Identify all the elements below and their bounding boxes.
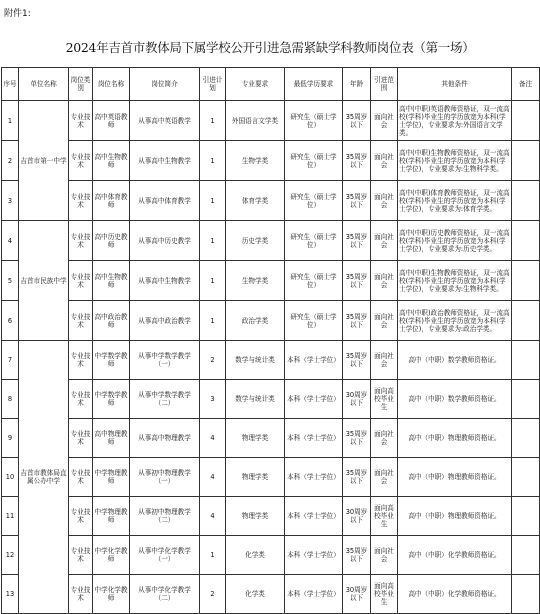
scope-cell: 面向社会	[371, 261, 398, 301]
note-cell	[512, 101, 540, 141]
category-cell: 专业技术	[69, 536, 93, 575]
brief-cell: 从事高中英语教学	[130, 101, 200, 141]
major-cell: 历史学类	[226, 221, 285, 261]
post-cell: 中学化学教师	[93, 575, 130, 614]
row-number-cell: 9	[2, 419, 19, 458]
brief-cell: 从事高中生物教学	[130, 261, 200, 301]
row-number-cell: 4	[2, 221, 19, 261]
scope-cell: 面向社会	[371, 101, 398, 141]
brief-cell: 从事中学化学教学（二）	[130, 575, 200, 614]
table-row	[2, 221, 540, 261]
scope-cell: 面向社会	[371, 221, 398, 261]
brief-cell: 从事中学数学教学（二）	[130, 380, 200, 419]
degree-cell: 研究生（硕士学位）	[285, 141, 343, 181]
header-cell: 序号	[2, 68, 19, 101]
degree-cell: 研究生（硕士学位）	[285, 261, 343, 301]
scope-cell: 面向社会	[371, 419, 398, 458]
row-number-cell: 6	[2, 301, 19, 341]
note-cell	[512, 221, 540, 261]
cond-cell: 高中(中职)体育教师资格证，双一流高校(学科)毕业生的学历放宽为本科(学士学位)，专业要求为:体育学类。	[398, 181, 512, 221]
category-cell: 专业技术	[69, 419, 93, 458]
row-number-cell: 12	[2, 536, 19, 575]
age-cell: 35周岁以下	[343, 261, 371, 301]
scope-cell: 面向社会	[371, 301, 398, 341]
header-cell: 岗位名称	[93, 68, 130, 101]
post-cell: 高中政治教师	[93, 301, 130, 341]
age-cell: 30周岁以下	[343, 497, 371, 536]
age-cell: 35周岁以下	[343, 458, 371, 497]
degree-cell: 本科（学士学位）	[285, 341, 343, 380]
age-cell: 30周岁以下	[343, 380, 371, 419]
brief-cell: 从事高中生物教学	[130, 141, 200, 181]
post-cell: 中学物理教师	[93, 497, 130, 536]
age-cell: 35周岁以下	[343, 341, 371, 380]
note-cell	[512, 497, 540, 536]
brief-cell: 从事中学数学教学（一）	[130, 341, 200, 380]
note-cell	[512, 419, 540, 458]
cond-cell: 高中(中职)政治教师资格证，双一流高校(学科)毕业生的学历放宽为本科(学士学位)，专业要求为:政治学类。	[398, 301, 512, 341]
brief-cell: 从事高中物理教学	[130, 419, 200, 458]
note-cell	[512, 341, 540, 380]
scope-cell: 面向社会	[371, 341, 398, 380]
table-row	[2, 419, 540, 458]
unit-name-cell: 吉首市民族中学	[19, 221, 69, 341]
row-number-cell: 5	[2, 261, 19, 301]
brief-cell: 从事高中政治教学	[130, 301, 200, 341]
plan-cell: 1	[200, 141, 226, 181]
unit-name-cell: 吉首市教体局直属公办中学	[19, 341, 69, 614]
major-cell: 外国语言文学类	[226, 101, 285, 141]
age-cell: 35周岁以下	[343, 141, 371, 181]
plan-cell: 3	[200, 380, 226, 419]
cond-cell: 高中（中职）物理教师资格证。	[398, 497, 512, 536]
note-cell	[512, 261, 540, 301]
scope-cell: 面向社会	[371, 141, 398, 181]
brief-cell: 从事高中历史教学	[130, 221, 200, 261]
header-row	[2, 68, 540, 101]
header-cell: 引进计划	[200, 68, 226, 101]
cond-cell: 高中（中职）化学教师资格证。	[398, 536, 512, 575]
table-row	[2, 261, 540, 301]
table-row	[2, 141, 540, 181]
post-cell: 中学化学教师	[93, 536, 130, 575]
cond-cell: 高中(中职)历史教师资格证，双一流高校(学科)毕业生的学历放宽为本科(学士学位)，专业要求为:历史学类。	[398, 221, 512, 261]
degree-cell: 本科（学士学位）	[285, 458, 343, 497]
plan-cell: 1	[200, 181, 226, 221]
degree-cell: 本科（学士学位）	[285, 419, 343, 458]
table-row	[2, 341, 540, 380]
category-cell: 专业技术	[69, 341, 93, 380]
note-cell	[512, 536, 540, 575]
brief-cell: 从事初中物理教学（一）	[130, 458, 200, 497]
major-cell: 数学与统计类	[226, 380, 285, 419]
category-cell: 专业技术	[69, 380, 93, 419]
major-cell: 生物学类	[226, 261, 285, 301]
category-cell: 专业技术	[69, 301, 93, 341]
degree-cell: 本科（学士学位）	[285, 536, 343, 575]
table-row	[2, 575, 540, 614]
major-cell: 数学与统计类	[226, 341, 285, 380]
brief-cell: 从事初中物理教学（二）	[130, 497, 200, 536]
plan-cell: 4	[200, 419, 226, 458]
header-cell: 其他条件	[398, 68, 512, 101]
header-cell: 专业要求	[226, 68, 285, 101]
cond-cell: 高中（中职）数学教师资格证。	[398, 341, 512, 380]
major-cell: 生物学类	[226, 141, 285, 181]
category-cell: 专业技术	[69, 497, 93, 536]
header-cell: 年龄	[343, 68, 371, 101]
note-cell	[512, 301, 540, 341]
category-cell: 专业技术	[69, 261, 93, 301]
header-cell: 岗位类别	[69, 68, 93, 101]
cond-cell: 高中(中职)生物教师资格证，双一流高校(学科)毕业生的学历放宽为本科(学士学位)，专业要求为:生物科学类。	[398, 141, 512, 181]
degree-cell: 本科（学士学位）	[285, 497, 343, 536]
plan-cell: 2	[200, 341, 226, 380]
row-number-cell: 1	[2, 101, 19, 141]
brief-cell: 从事中学化学教学（一）	[130, 536, 200, 575]
table-row	[2, 497, 540, 536]
category-cell: 专业技术	[69, 221, 93, 261]
major-cell: 物理学类	[226, 458, 285, 497]
cond-cell: 高中（中职）数学教师资格证。	[398, 380, 512, 419]
table-row	[2, 101, 540, 141]
header-cell: 岗位简介	[130, 68, 200, 101]
plan-cell: 4	[200, 458, 226, 497]
row-number-cell: 8	[2, 380, 19, 419]
degree-cell: 研究生（硕士学位）	[285, 101, 343, 141]
row-number-cell: 2	[2, 141, 19, 181]
plan-cell: 1	[200, 536, 226, 575]
attachment-label: 附件1:	[4, 9, 31, 19]
degree-cell: 本科（学士学位）	[285, 575, 343, 614]
row-number-cell: 10	[2, 458, 19, 497]
age-cell: 35周岁以下	[343, 419, 371, 458]
post-cell: 高中历史教师	[93, 221, 130, 261]
age-cell: 35周岁以下	[343, 301, 371, 341]
plan-cell: 1	[200, 261, 226, 301]
note-cell	[512, 380, 540, 419]
cond-cell: 高中(中职)生物教师资格证，双一流高校(学科)毕业生的学历放宽为本科(学士学位)，专业要求为:生物科学类。	[398, 261, 512, 301]
post-cell: 高中生物教师	[93, 261, 130, 301]
major-cell: 化学类	[226, 536, 285, 575]
major-cell: 政治学类	[226, 301, 285, 341]
degree-cell: 研究生（硕士学位）	[285, 181, 343, 221]
row-number-cell: 7	[2, 341, 19, 380]
note-cell	[512, 181, 540, 221]
scope-cell: 面向高校毕业生	[371, 497, 398, 536]
post-cell: 高中物理教师	[93, 419, 130, 458]
cond-cell: 高中（中职）化学教师资格证。	[398, 575, 512, 614]
category-cell: 专业技术	[69, 141, 93, 181]
category-cell: 专业技术	[69, 458, 93, 497]
age-cell: 35周岁以下	[343, 536, 371, 575]
post-cell: 中学数学教师	[93, 380, 130, 419]
plan-cell: 1	[200, 301, 226, 341]
scope-cell: 面向社会	[371, 458, 398, 497]
table-row	[2, 181, 540, 221]
major-cell: 体育学类	[226, 181, 285, 221]
post-cell: 高中英语教师	[93, 101, 130, 141]
post-cell: 中学物理教师	[93, 458, 130, 497]
unit-name-cell: 吉首市第一中学	[19, 101, 69, 221]
note-cell	[512, 458, 540, 497]
plan-cell: 1	[200, 101, 226, 141]
row-number-cell: 13	[2, 575, 19, 614]
positions-table	[1, 67, 540, 614]
category-cell: 专业技术	[69, 181, 93, 221]
note-cell	[512, 141, 540, 181]
age-cell: 35周岁以下	[343, 181, 371, 221]
table-row	[2, 301, 540, 341]
major-cell: 物理学类	[226, 419, 285, 458]
post-cell: 中学数学教师	[93, 341, 130, 380]
degree-cell: 研究生（硕士学位）	[285, 301, 343, 341]
table-body	[2, 101, 540, 614]
scope-cell: 面向社会	[371, 536, 398, 575]
major-cell: 物理学类	[226, 497, 285, 536]
plan-cell: 2	[200, 575, 226, 614]
header-cell: 引进范围	[371, 68, 398, 101]
table-row	[2, 458, 540, 497]
header-cell: 单位名称	[19, 68, 69, 101]
post-cell: 高中生物教师	[93, 141, 130, 181]
age-cell: 35周岁以下	[343, 101, 371, 141]
cond-cell: 高中(中职)英语教师资格证，双一流高校(学科)毕业生的学历放宽为本科(学士学位)，专业要求为:外国语言文学类。	[398, 101, 512, 141]
table-row	[2, 380, 540, 419]
scope-cell: 面向社会	[371, 181, 398, 221]
cond-cell: 高中（中职）物理教师资格证。	[398, 419, 512, 458]
plan-cell: 4	[200, 497, 226, 536]
scope-cell: 面向高校毕业生	[371, 575, 398, 614]
table-row	[2, 536, 540, 575]
post-cell: 高中体育教师	[93, 181, 130, 221]
plan-cell: 1	[200, 221, 226, 261]
age-cell: 30周岁以下	[343, 575, 371, 614]
header-cell: 最低学历要求	[285, 68, 343, 101]
note-cell	[512, 575, 540, 614]
header-cell: 备注	[512, 68, 540, 101]
cond-cell: 高中（中职）物理教师资格证。	[398, 458, 512, 497]
degree-cell: 研究生（硕士学位）	[285, 221, 343, 261]
category-cell: 专业技术	[69, 101, 93, 141]
degree-cell: 本科（学士学位）	[285, 380, 343, 419]
row-number-cell: 3	[2, 181, 19, 221]
scope-cell: 面向高校毕业生	[371, 380, 398, 419]
row-number-cell: 11	[2, 497, 19, 536]
category-cell: 专业技术	[69, 575, 93, 614]
page-title: 2024年吉首市教体局下属学校公开引进急需紧缺学科教师岗位表（第一场）	[65, 40, 475, 55]
major-cell: 化学类	[226, 575, 285, 614]
age-cell: 35周岁以下	[343, 221, 371, 261]
brief-cell: 从事高中体育教学	[130, 181, 200, 221]
